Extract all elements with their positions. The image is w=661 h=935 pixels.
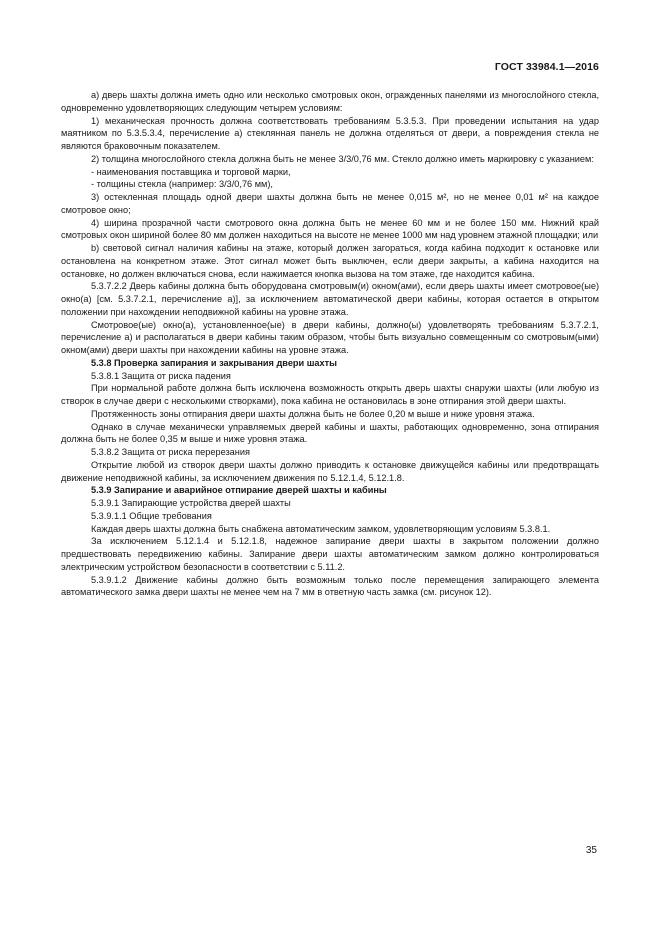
paragraph: 1) механическая прочность должна соответствовать требованиям 5.3.5.3. При проведении испытания на удар маятником по 5.3.5.3.4, перечисление а) стеклянная панель не должна отделяться от двери, а повреждения стекла не являются браковочным показателем. (61, 115, 599, 151)
section-heading: 5.3.9 Запирание и аварийное отпирание дверей шахты и кабины (91, 485, 387, 496)
paragraph: 5.3.7.2.2 Дверь кабины должна быть оборудована смотровым(и) окном(ами), если дверь шахты имеет смотровое(ые) окно(а) [см. 5.3.7.2.1, перечисление а)], за исключением автоматической двери кабины, которая остается в открытом положении при нахождении неподвижной кабины на уровне этажа. (61, 281, 599, 317)
paragraph: а) дверь шахты должна иметь одно или несколько смотровых окон, огражденных панелями из многослойного стекла, одновременно удовлетворяющих следующим четырем условиям: (61, 90, 599, 113)
paragraph: - толщины стекла (например: 3/3/0,76 мм), (91, 179, 273, 190)
paragraph: 5.3.9.1.2 Движение кабины должно быть возможным только после перемещения запирающего элемента автоматического замка двери шахты не менее чем на 7 мм в ответную часть замка (см. рисунок 12). (61, 574, 599, 598)
paragraph: - наименования поставщика и торговой марки, (91, 166, 291, 177)
paragraph: 5.3.9.1.1 Общие требования (91, 510, 212, 521)
paragraph: Однако в случае механически управляемых дверей кабины и шахты, работающих одновременно, зона отпирания должна быть не более 0,35 м выше и ниже уровня этажа. (61, 421, 599, 445)
paragraph: Открытие любой из створок двери шахты должно приводить к остановке движущейся кабины или предотвращать движение неподвижной кабины, за исключением движения по 5.12.1.4, 5.12.1.8. (61, 459, 599, 483)
page-number: 35 (585, 845, 597, 856)
paragraph: 5.3.9.1 Запирающие устройства дверей шахты (91, 498, 291, 508)
paragraph: Протяженность зоны отпирания двери шахты должна быть не более 0,20 м выше и ниже уровня этажа. (91, 408, 535, 419)
paragraph: 2) толщина многослойного стекла должна быть не менее 3/3/0,76 мм. Стекло должно иметь маркировку с указанием: (91, 153, 594, 164)
standard-header: ГОСТ 33984.1—2016 (494, 61, 599, 73)
paragraph: Смотровое(ые) окно(а), установленное(ые) в двери кабины, должно(ы) удовлетворять требованиям 5.3.7.2.1, перечисление а) и располагаться в двери кабины таким образом, чтобы быть визуально совмещенным со смотровым(ыми) окном(ами) двери шахты при нахождении кабины на уровне этажа. (61, 319, 599, 355)
paragraph: Каждая дверь шахты должна быть снабжена автоматическим замком, удовлетворяющим условиям 5.3.8.1. (91, 523, 551, 534)
paragraph: 4) ширина прозрачной части смотрового окна должна быть не менее 60 мм и не более 150 мм. Нижний край смотровых окон шириной более 80 мм должен находиться на высоте не менее 1000 мм над уровнем этажной площадки; или (61, 217, 599, 241)
section-heading: 5.3.8 Проверка запирания и закрывания двери шахты (91, 357, 337, 368)
document-body (61, 89, 599, 599)
paragraph: 5.3.8.2 Защита от риска перерезания (91, 447, 250, 457)
paragraph: b) световой сигнал наличия кабины на этаже, который должен загораться, когда кабина подходит к остановке или остановлена на конкретном этаже. Этот сигнал может быть выключен, если двери закрыты, а кабина находится на остановке, но должен включаться снова, если нажимается кнопка вызова на том этаже, где находится кабина. (61, 243, 599, 279)
paragraph: За исключением 5.12.1.4 и 5.12.1.8, надежное запирание двери шахты в закрытом положении должно предшествовать передвижению кабины. Запирание двери шахты автоматическим замком должно контролироваться электрическим устройством безопасности в соответствии с 5.11.2. (61, 536, 599, 572)
paragraph: При нормальной работе должна быть исключена возможность открыть дверь шахты снаружи шахты (или любую из створок в случае двери с несколькими створками), пока кабина не остановилась в зоне отпирания этой двери шахты. (61, 383, 599, 406)
paragraph: 5.3.8.1 Защита от риска падения (91, 370, 231, 381)
paragraph: 3) остекленная площадь одной двери шахты должна быть не менее 0,015 м², но не менее 0,01 м² на каждое смотровое окно; (61, 192, 599, 215)
